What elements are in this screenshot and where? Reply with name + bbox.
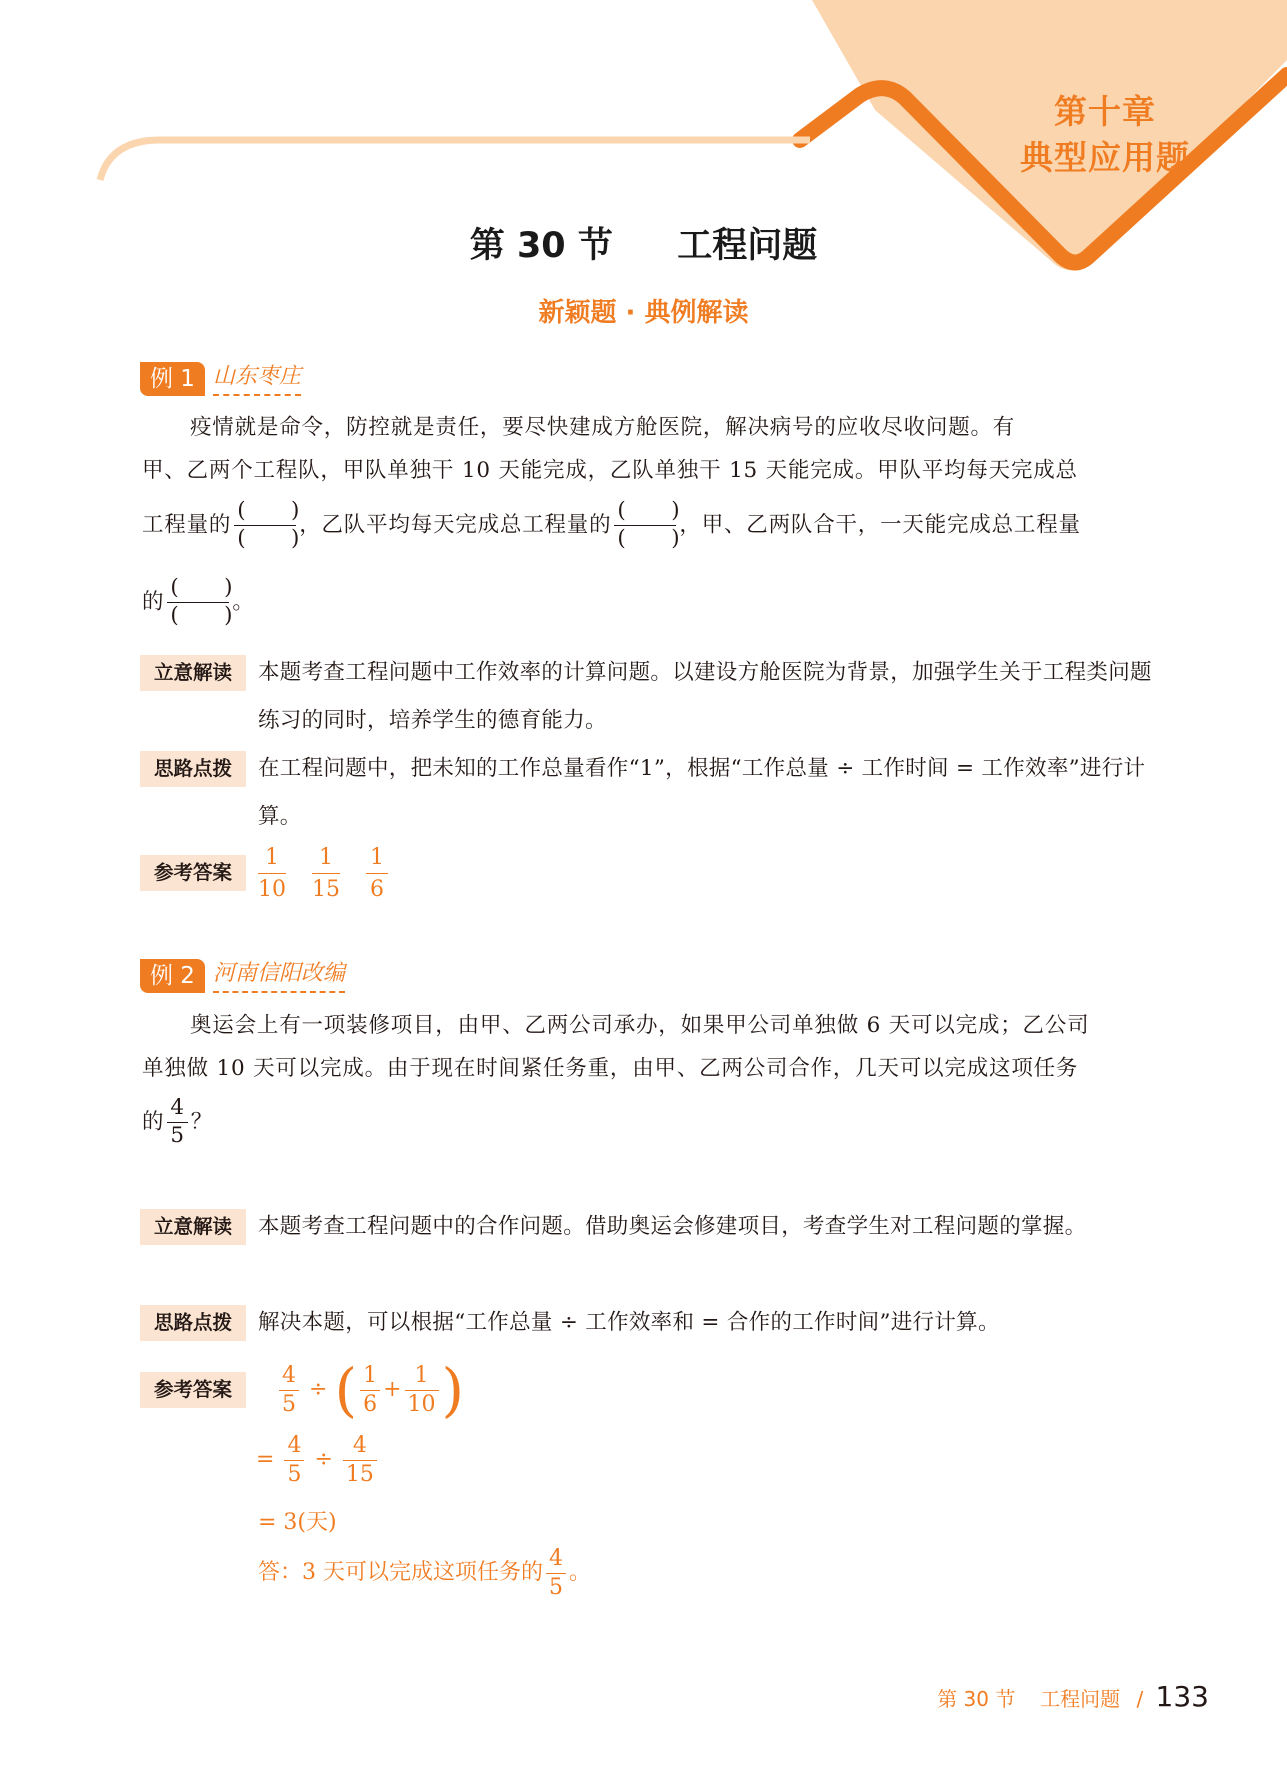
example2-answer-label: 参考答案: [140, 1372, 246, 1408]
section-title: 工程问题: [677, 226, 818, 266]
example2-hint-label: 思路点拨: [140, 1305, 246, 1341]
example2-source: 河南信阳改编: [213, 959, 345, 993]
example1-line3-a: 工程量的: [142, 512, 232, 538]
example1-line3: [142, 498, 1167, 553]
footer-separator: /: [1136, 1687, 1144, 1711]
header-rule: [100, 140, 810, 180]
example2-intent-text: 本题考查工程问题中的合作问题。借助奥运会修建项目，考查学生对工程问题的掌握。: [258, 1214, 1087, 1239]
example2-intent-label: 立意解读: [140, 1209, 246, 1245]
page-number: 133: [1155, 1680, 1209, 1713]
footer-section: 第 30 节: [937, 1687, 1016, 1711]
example2-tag: 例 2: [140, 959, 205, 993]
right-paren: ): [441, 1356, 465, 1424]
example1-answer-label: 参考答案: [140, 855, 246, 891]
example2-line1: 奥运会上有一项装修项目，由甲、乙两公司承办，如果甲公司单独做 6 天可以完成；乙公司: [190, 1013, 1090, 1038]
four-fifths-fraction: $\frac{4}{5}$: [167, 1095, 187, 1150]
example1-line4: 的 $\frac{( )}{( )}$ 。: [142, 575, 255, 628]
answer-fraction-2: $\frac{1}{15}$: [312, 845, 340, 902]
chapter-title: 典型应用题: [1020, 138, 1190, 177]
example2-hint-text: 解决本题，可以根据“工作总量 ÷ 工作效率和 = 合作的工作时间”进行计算。: [258, 1310, 1000, 1335]
example1-hint-text: 在工程问题中，把未知的工作总量看作“1”，根据“工作总量 ÷ 工作时间 = 工作效率”进行计算。: [258, 756, 1146, 829]
answer-fraction-1: $\frac{1}{10}$: [258, 845, 286, 902]
calc-line-1: $\frac{4}{5}$ ÷ ( $\frac{1}{6}$ + $\frac{1}{10}$ ): [276, 1356, 464, 1424]
chapter-number: 第十章: [1054, 92, 1156, 131]
section-number: 第 30 节: [469, 226, 613, 266]
section-subtitle: 新颖题 · 典例解读: [538, 298, 749, 328]
calc-line-3: = 3(天): [258, 1510, 337, 1535]
example1-line3-c: ，甲、乙两队合干，一天能完成总工程量: [679, 512, 1081, 538]
example1-tag: 例 1: [140, 362, 205, 396]
example1-line2: 甲、乙两个工程队，甲队单独干 10 天能完成，乙队单独干 15 天能完成。甲队平均每天完成总: [142, 458, 1078, 483]
example1-intent-text: 本题考查工程问题中工作效率的计算问题。以建设方舱医院为背景，加强学生关于工程类问题练习的同时，培养学生的德育能力。: [258, 660, 1152, 733]
final-answer: 答：3 天可以完成这项任务的 $\frac{4}{5}$ 。: [258, 1546, 592, 1600]
left-paren: (: [334, 1356, 358, 1424]
example1-line3-b: ，乙队平均每天完成总工程量的: [299, 512, 612, 538]
page-title: [0, 218, 1287, 268]
example1-intent-label: 立意解读: [140, 655, 246, 691]
blank-fraction-3: $\frac{( )}{( )}$: [167, 575, 229, 630]
example1-line1: 疫情就是命令，防控就是责任，要尽快建成方舱医院，解决病号的应收尽收问题。有: [190, 415, 1016, 440]
blank-fraction-2: $\frac{( )}{( )}$: [614, 498, 676, 553]
page-footer: [937, 1680, 1209, 1713]
calc-line-2: = $\frac{4}{5}$ ÷ $\frac{4}{15}$: [256, 1432, 380, 1488]
footer-title: 工程问题: [1040, 1687, 1121, 1711]
example2-line3: 的 $\frac{4}{5}$ ？: [142, 1095, 214, 1148]
example2-line2: 单独做 10 天可以完成。由于现在时间紧任务重，由甲、乙两公司合作，几天可以完成这项任务: [142, 1056, 1079, 1081]
answer-fraction-3: $\frac{1}{6}$: [366, 843, 388, 906]
example1-hint-label: 思路点拨: [140, 751, 246, 787]
example1-source: 山东枣庄: [213, 362, 301, 396]
blank-fraction-1: $\frac{( )}{( )}$: [234, 498, 296, 553]
